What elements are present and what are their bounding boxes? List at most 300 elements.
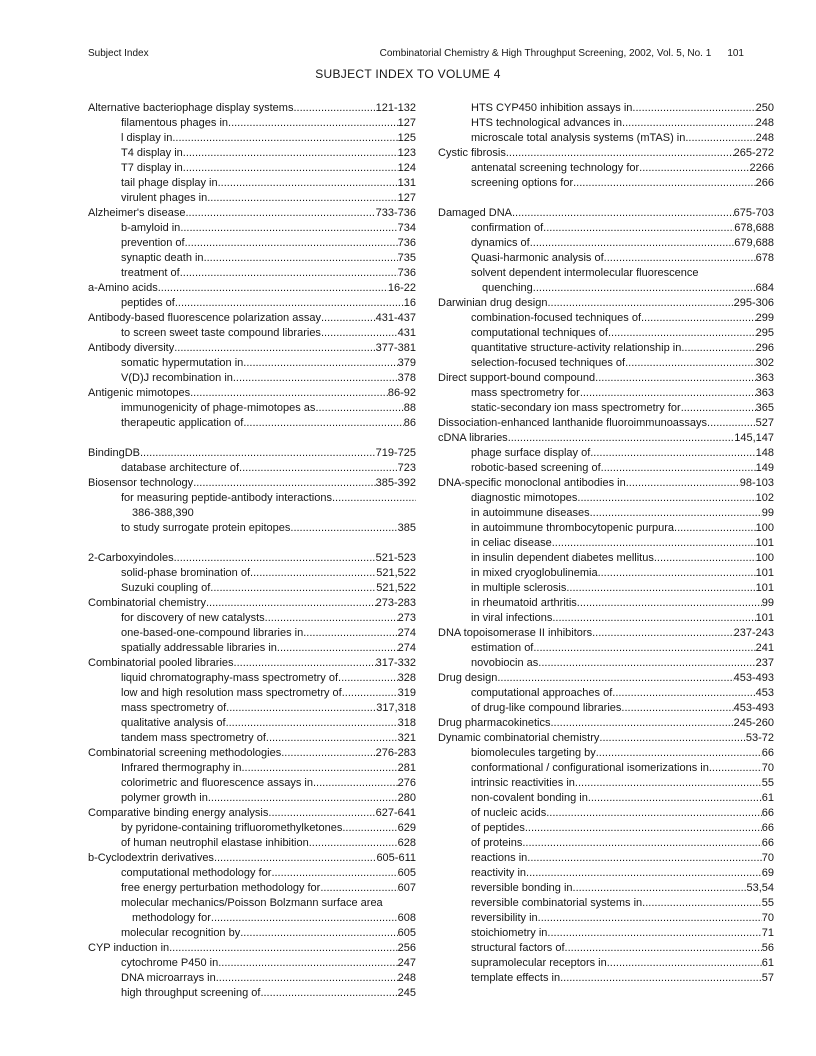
entry-text: l display in [121, 132, 173, 144]
dot-leader [290, 521, 397, 536]
index-subentry [438, 161, 774, 176]
entry-text: Dynamic combinatorial chemistry [438, 732, 600, 744]
dot-leader [546, 806, 762, 821]
dot-leader [207, 191, 397, 206]
index-subentry [88, 881, 416, 896]
index-subentry [88, 266, 416, 281]
entry-page-numbers: 56 [761, 942, 774, 954]
entry-page-numbers: 274 [397, 627, 416, 639]
index-subentry [438, 506, 774, 521]
dot-leader [622, 116, 756, 131]
dot-leader [522, 836, 761, 851]
dot-leader [685, 131, 755, 146]
entry-text: in rheumatoid arthritis [471, 597, 577, 609]
dot-leader [641, 311, 756, 326]
index-subentry [438, 236, 774, 251]
entry-text: database architecture of [121, 462, 240, 474]
entry-text: HTS CYP450 inhibition assays in [471, 102, 633, 114]
dot-leader [206, 596, 376, 611]
entry-text: V(D)J recombination in [121, 372, 233, 384]
dot-leader [639, 161, 749, 176]
entry-page-numbers: 55 [761, 777, 774, 789]
index-continuation [88, 911, 416, 926]
entry-text: robotic-based screening of [471, 462, 601, 474]
index-subentry [88, 896, 416, 911]
entry-text: to study surrogate protein epitopes [121, 522, 291, 534]
entry-page-numbers: 385-392 [375, 477, 416, 489]
entry-page-numbers: 678 [755, 252, 774, 264]
entry-page-numbers: 66 [761, 747, 774, 759]
entry-page-numbers: 71 [761, 927, 774, 939]
entry-text: of drug-like compound libraries [471, 702, 622, 714]
entry-page-numbers: 605 [397, 927, 416, 939]
dot-leader [183, 161, 398, 176]
dot-leader [320, 881, 397, 896]
index-entry [88, 101, 416, 116]
entry-text: Alternative bacteriophage display systems [88, 102, 294, 114]
index-subentry [88, 251, 416, 266]
entry-page-numbers: 100 [755, 522, 774, 534]
entry-text: novobiocin as [471, 657, 539, 669]
entry-page-numbers: 123 [397, 147, 416, 159]
entry-text: 2-Carboxyindoles [88, 552, 174, 564]
index-entry [88, 851, 416, 866]
index-entry [438, 731, 774, 746]
dot-leader [681, 401, 756, 416]
index-entry [88, 551, 416, 566]
entry-text: mass spectrometry of [121, 702, 227, 714]
dot-leader [552, 536, 756, 551]
entry-text: template effects in [471, 972, 561, 984]
entry-page-numbers: 679,688 [734, 237, 774, 249]
index-entry [88, 386, 416, 401]
entry-text: Combinatorial chemistry [88, 597, 206, 609]
entry-text: Comparative binding energy analysis [88, 807, 269, 819]
entry-page-numbers: 55 [761, 897, 774, 909]
index-subentry [88, 191, 416, 206]
entry-text: high throughput screening of [121, 987, 261, 999]
index-entry [438, 626, 774, 641]
entry-page-numbers: 607 [397, 882, 416, 894]
entry-text: quenching [482, 282, 533, 294]
index-entry [438, 431, 774, 446]
entry-text: somatic hypermutation in [121, 357, 244, 369]
index-subentry [438, 401, 774, 416]
dot-leader [533, 281, 756, 296]
dot-leader [309, 836, 398, 851]
entry-text: in celiac disease [471, 537, 552, 549]
index-subentry [438, 536, 774, 551]
index-subentry [438, 656, 774, 671]
index-subentry [88, 626, 416, 641]
index-subentry [88, 926, 416, 941]
dot-leader [174, 341, 375, 356]
entry-text: spatially addressable libraries in [121, 642, 277, 654]
entry-page-numbers: 248 [755, 117, 774, 129]
entry-text: conformational / configurational isomerizations in [471, 762, 709, 774]
dot-leader [530, 236, 735, 251]
index-subentry [438, 941, 774, 956]
dot-leader [551, 716, 734, 731]
dot-leader [506, 146, 734, 161]
entry-text: Direct support-bound compound [438, 372, 596, 384]
entry-text: cDNA libraries [438, 432, 508, 444]
page-title: SUBJECT INDEX TO VOLUME 4 [315, 67, 501, 81]
dot-leader [190, 386, 388, 401]
entry-text: b-amyloid in [121, 222, 181, 234]
entry-text: reversibility in [471, 912, 538, 924]
dot-leader [590, 506, 762, 521]
entry-text: of human neutrophil elastase inhibition [121, 837, 309, 849]
entry-text: to screen sweet taste compound libraries [121, 327, 321, 339]
entry-text: molecular mechanics/Poisson Bolzmann surface area [121, 897, 383, 909]
entry-page-numbers: 723 [397, 462, 416, 474]
entry-page-numbers: 247 [397, 957, 416, 969]
entry-text: peptides of [121, 297, 175, 309]
dot-leader [293, 101, 375, 116]
entry-page-numbers: 66 [761, 837, 774, 849]
entry-page-numbers: 521-523 [375, 552, 416, 564]
dot-leader [158, 281, 388, 296]
entry-page-numbers: 101 [755, 582, 774, 594]
entry-page-numbers: 61 [761, 957, 774, 969]
entry-page-numbers: 102 [755, 492, 774, 504]
entry-page-numbers: 70 [761, 912, 774, 924]
entry-page-numbers: 365 [755, 402, 774, 414]
entry-text: Alzheimer's disease [88, 207, 186, 219]
dot-leader [565, 941, 762, 956]
dot-leader [342, 686, 398, 701]
entry-page-numbers: 317,318 [376, 702, 416, 714]
index-subentry [438, 866, 774, 881]
dot-leader [526, 866, 762, 881]
entry-page-numbers: 61 [761, 792, 774, 804]
dot-leader [560, 971, 762, 986]
index-subentry [88, 791, 416, 806]
index-subentry [88, 971, 416, 986]
index-subentry [438, 341, 774, 356]
entry-page-numbers: 385 [397, 522, 416, 534]
entry-text: quantitative structure-activity relationship in [471, 342, 682, 354]
entry-text: confirmation of [471, 222, 544, 234]
dot-leader [241, 761, 397, 776]
dot-leader [538, 656, 755, 671]
entry-page-numbers: 280 [397, 792, 416, 804]
entry-page-numbers: 453 [755, 687, 774, 699]
entry-page-numbers: 295 [755, 327, 774, 339]
dot-leader [240, 926, 397, 941]
dot-leader [596, 746, 762, 761]
entry-page-numbers: 256 [397, 942, 416, 954]
entry-page-numbers: 363 [755, 387, 774, 399]
index-subentry [438, 251, 774, 266]
running-head-right [380, 48, 744, 60]
dot-leader [601, 461, 756, 476]
entry-page-numbers: 299 [755, 312, 774, 324]
entry-page-numbers: 678,688 [734, 222, 774, 234]
index-subentry [438, 896, 774, 911]
index-column-left [88, 101, 416, 1001]
index-subentry [88, 221, 416, 236]
entry-text: 386-388,390 [132, 507, 194, 519]
dot-leader [543, 221, 734, 236]
dot-leader [533, 641, 755, 656]
dot-leader [218, 176, 398, 191]
entry-text: structural factors of [471, 942, 565, 954]
entry-page-numbers: 628 [397, 837, 416, 849]
entry-page-numbers: 16-22 [387, 282, 416, 294]
index-subentry [438, 836, 774, 851]
index-subentry [88, 326, 416, 341]
dot-leader [512, 206, 734, 221]
entry-page-numbers: 719-725 [375, 447, 416, 459]
dot-leader [226, 701, 376, 716]
index-subentry [88, 986, 416, 1001]
dot-leader [233, 371, 398, 386]
dot-leader [277, 641, 398, 656]
entry-text: Antigenic mimotopes [88, 387, 191, 399]
dot-leader [321, 326, 398, 341]
entry-text: CYP induction in [88, 942, 170, 954]
index-subentry [438, 521, 774, 536]
index-continuation [88, 506, 416, 521]
entry-page-numbers: 274 [397, 642, 416, 654]
index-subentry [88, 581, 416, 596]
entry-text: computational techniques of [471, 327, 608, 339]
entry-text: solvent dependent intermolecular fluorescence [471, 267, 699, 279]
entry-page-numbers: 302 [755, 357, 774, 369]
entry-text: reactivity in [471, 867, 527, 879]
entry-page-numbers: 101 [755, 537, 774, 549]
column-gap [88, 431, 416, 446]
dot-leader [204, 251, 398, 266]
index-subentry [438, 686, 774, 701]
index-subentry [88, 401, 416, 416]
dot-leader [607, 956, 762, 971]
dot-leader [626, 476, 740, 491]
entry-text: liquid chromatography-mass spectrometry of [121, 672, 339, 684]
dot-leader [508, 431, 735, 446]
entry-text: diagnostic mimotopes [471, 492, 578, 504]
index-subentry [438, 956, 774, 971]
entry-text: for measuring peptide-antibody interactions [121, 492, 332, 504]
entry-page-numbers: 101 [755, 612, 774, 624]
entry-page-numbers: 86-92 [387, 387, 416, 399]
index-subentry [438, 446, 774, 461]
index-entry [438, 716, 774, 731]
entry-page-numbers: 295-306 [733, 297, 774, 309]
index-subentry [438, 326, 774, 341]
index-subentry [88, 116, 416, 131]
index-subentry [88, 716, 416, 731]
entry-text: Darwinian drug design [438, 297, 548, 309]
index-subentry [88, 671, 416, 686]
index-entry [88, 596, 416, 611]
index-subentry [438, 581, 774, 596]
dot-leader [268, 806, 375, 821]
dot-leader [180, 266, 398, 281]
page-number: 101 [727, 48, 744, 59]
index-subentry [88, 731, 416, 746]
index-entry [88, 806, 416, 821]
entry-page-numbers: 69 [761, 867, 774, 879]
entry-text: cytochrome P450 in [121, 957, 219, 969]
entry-page-numbers: 378 [397, 372, 416, 384]
entry-page-numbers: 125 [397, 132, 416, 144]
dot-leader [140, 446, 376, 461]
entry-page-numbers: 736 [397, 237, 416, 249]
index-subentry [438, 791, 774, 806]
entry-text: polymer growth in [121, 792, 208, 804]
dot-leader [592, 626, 734, 641]
entry-page-numbers: 98-103 [739, 477, 774, 489]
entry-text: supramolecular receptors in [471, 957, 607, 969]
entry-page-numbers: 318 [397, 717, 416, 729]
dot-leader [332, 491, 416, 506]
dot-leader [573, 176, 756, 191]
entry-text: of nucleic acids [471, 807, 547, 819]
column-gap [88, 536, 416, 551]
entry-page-numbers: 266 [755, 177, 774, 189]
entry-text: Quasi-harmonic analysis of [471, 252, 604, 264]
index-column-right [438, 101, 774, 1001]
dot-leader [573, 881, 747, 896]
entry-page-numbers: 377-381 [375, 342, 416, 354]
entry-page-numbers: 733-736 [375, 207, 416, 219]
entry-text: DNA-specific monoclonal antibodies in [438, 477, 626, 489]
journal-citation: Combinatorial Chemistry & High Throughput Screening, 2002, Vol. 5, No. 1 [379, 48, 712, 59]
entry-page-numbers: 245 [397, 987, 416, 999]
index-entry [88, 341, 416, 356]
index-entry [88, 446, 416, 461]
entry-page-numbers: 86 [403, 417, 416, 429]
entry-text: treatment of [121, 267, 180, 279]
dot-leader [210, 581, 376, 596]
entry-page-numbers: 100 [755, 552, 774, 564]
entry-text: Combinatorial screening methodologies [88, 747, 282, 759]
dot-leader [271, 866, 397, 881]
index-subentry [438, 221, 774, 236]
entry-page-numbers: 317-332 [375, 657, 416, 669]
dot-leader [185, 206, 375, 221]
index-subentry [88, 176, 416, 191]
entry-page-numbers: 605 [397, 867, 416, 879]
entry-page-numbers: 319 [397, 687, 416, 699]
dot-leader [234, 656, 376, 671]
index-subentry [88, 866, 416, 881]
entry-text: Drug pharmacokinetics [438, 717, 551, 729]
entry-text: one-based-one-compound libraries in [121, 627, 304, 639]
dot-leader [577, 596, 762, 611]
dot-leader [185, 236, 398, 251]
entry-page-numbers: 265-272 [733, 147, 774, 159]
dot-leader [575, 776, 762, 791]
index-subentry [438, 491, 774, 506]
entry-page-numbers: 276 [397, 777, 416, 789]
index-subentry [88, 296, 416, 311]
dot-leader [342, 821, 397, 836]
entry-text: Infrared thermography in [121, 762, 242, 774]
entry-text: in mixed cryoglobulinemia [471, 567, 598, 579]
index-subentry [88, 521, 416, 536]
dot-leader [547, 296, 733, 311]
entry-text: biomolecules targeting by [471, 747, 596, 759]
entry-text: combination-focused techniques of [471, 312, 641, 324]
dot-leader [566, 581, 755, 596]
dot-leader [180, 221, 397, 236]
index-subentry [438, 761, 774, 776]
index-subentry [438, 776, 774, 791]
index-subentry [438, 611, 774, 626]
running-head-left: Subject Index [88, 48, 149, 59]
entry-text: Cystic fibrosis [438, 147, 506, 159]
dot-leader [681, 341, 755, 356]
entry-page-numbers: 2266 [749, 162, 774, 174]
index-subentry [438, 116, 774, 131]
entry-text: qualitative analysis of [121, 717, 226, 729]
dot-leader [175, 296, 404, 311]
entry-text: stoichiometry in [471, 927, 548, 939]
entry-text: Drug design [438, 672, 498, 684]
entry-page-numbers: 321 [397, 732, 416, 744]
entry-page-numbers: 675-703 [733, 207, 774, 219]
entry-text: non-covalent bonding in [471, 792, 588, 804]
entry-page-numbers: 124 [397, 162, 416, 174]
dot-leader [228, 116, 398, 131]
index-subentry [88, 146, 416, 161]
entry-page-numbers: 66 [761, 822, 774, 834]
index-subentry [88, 686, 416, 701]
index-subentry [438, 971, 774, 986]
index-subentry [88, 461, 416, 476]
dot-leader [497, 671, 733, 686]
entry-page-numbers: 131 [397, 177, 416, 189]
dot-leader [538, 911, 762, 926]
dot-leader [525, 821, 762, 836]
entry-page-numbers: 237 [755, 657, 774, 669]
index-subentry [88, 371, 416, 386]
entry-text: b-Cyclodextrin derivatives [88, 852, 214, 864]
index-subentry [438, 311, 774, 326]
entry-text: reversible combinatorial systems in [471, 897, 643, 909]
index-subentry [438, 566, 774, 581]
dot-leader [547, 926, 761, 941]
index-subentry [438, 386, 774, 401]
index-entry [88, 281, 416, 296]
entry-text: prevention of [121, 237, 185, 249]
dot-leader [580, 386, 756, 401]
dot-leader [588, 791, 762, 806]
entry-text: reversible bonding in [471, 882, 573, 894]
dot-leader [527, 851, 761, 866]
index-subentry [438, 821, 774, 836]
entry-text: free energy perturbation methodology for [121, 882, 321, 894]
entry-text: Damaged DNA [438, 207, 512, 219]
page-header [88, 48, 744, 60]
index-subentry [438, 851, 774, 866]
index-subentry [438, 746, 774, 761]
entry-text: estimation of [471, 642, 534, 654]
dot-leader [709, 761, 762, 776]
index-subentry [438, 701, 774, 716]
entry-text: phage surface display of [471, 447, 591, 459]
entry-text: molecular recognition by [121, 927, 241, 939]
entry-page-numbers: 328 [397, 672, 416, 684]
index-entry [438, 146, 774, 161]
entry-page-numbers: 276-283 [375, 747, 416, 759]
dot-leader [226, 716, 398, 731]
index-subentry [88, 131, 416, 146]
